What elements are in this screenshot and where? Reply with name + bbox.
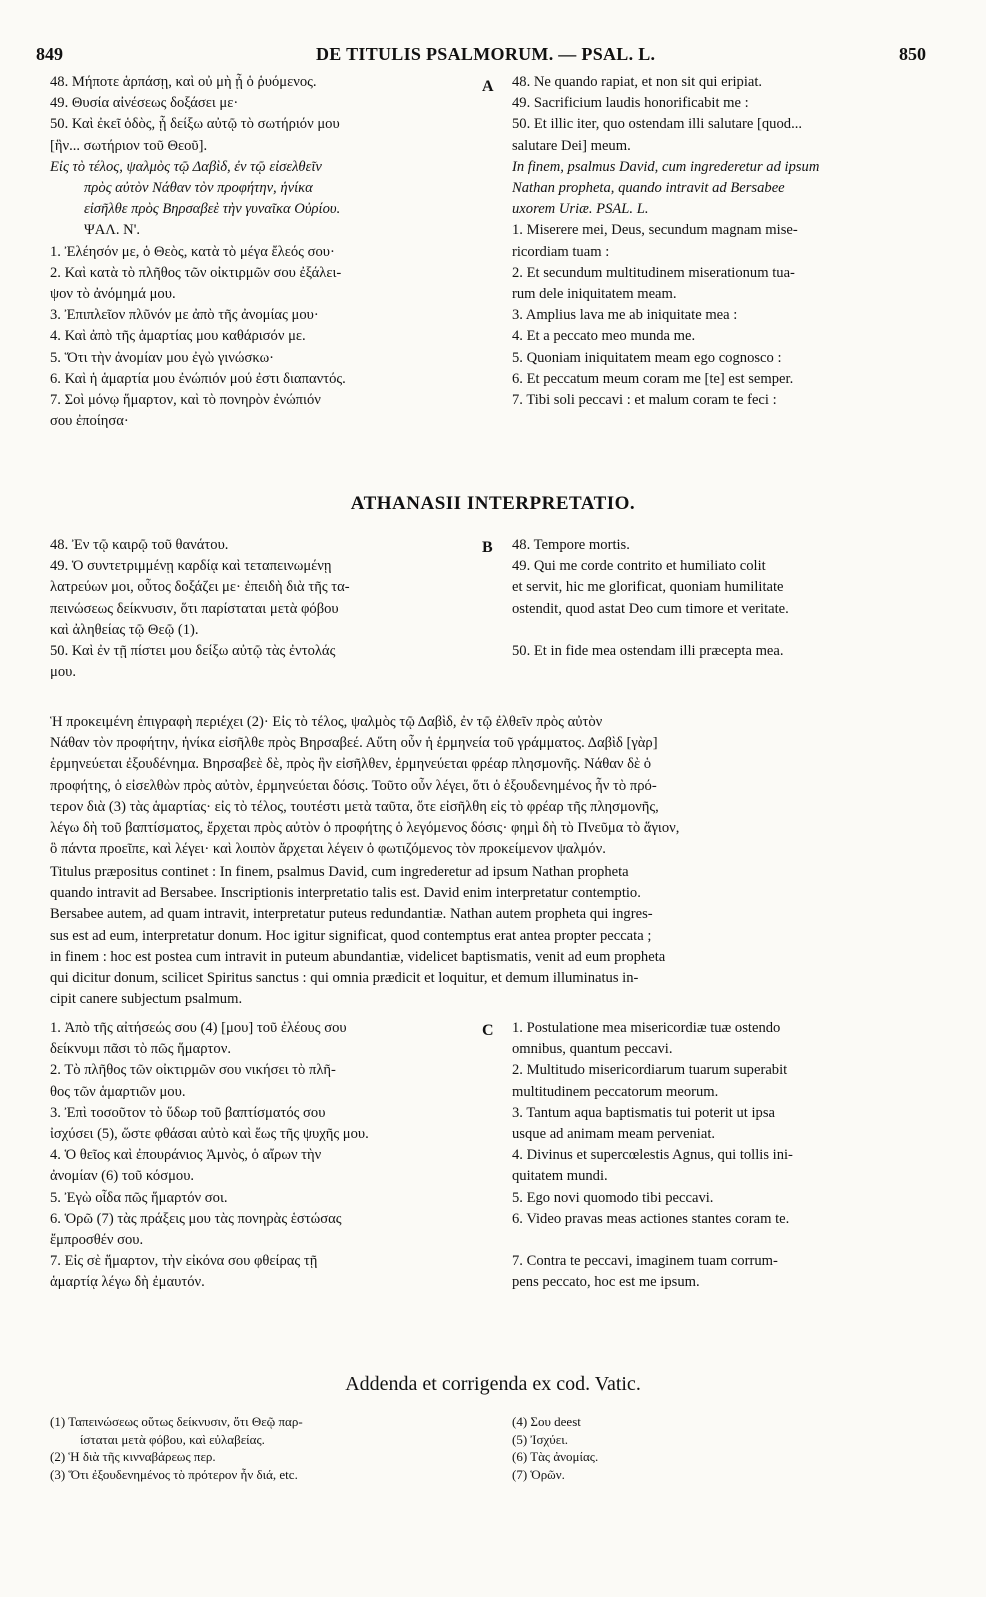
text-line: 2. Τὸ πλῆθος τῶν οἰκτιρμῶν σου νικήσει τὸ πλῆ- — [50, 1062, 336, 1079]
text-line: θος τῶν ἁμαρτιῶν μου. — [50, 1083, 186, 1100]
text-line: 48. Ne quando rapiat, et non sit qui eripiat. — [512, 74, 763, 90]
text-line: 48. Tempore mortis. — [512, 537, 630, 553]
text-line: usque ad animam meam perveniat. — [512, 1126, 716, 1143]
text-line: 4. Et a peccato meo munda me. — [512, 328, 696, 345]
text-line: καὶ ἀληθείας τῷ Θεῷ (1). — [50, 621, 199, 638]
text-line: 6. Et peccatum meum coram me [te] est semper. — [512, 370, 794, 387]
text-line: πρὸς αὐτὸν Νάθαν τὸν προφήτην, ἡνίκα — [84, 180, 313, 197]
text-line: 3. Amplius lava me ab iniquitate mea : — [512, 307, 738, 324]
text-line: ostendit, quod astat Deo cum timore et veritate. — [512, 600, 789, 617]
text-line: 48. Μήποτε ἁρπάσῃ, καὶ οὐ μὴ ᾖ ὁ ῥυόμενος. — [50, 74, 317, 90]
text-line: omnibus, quantum peccavi. — [512, 1041, 673, 1058]
text-line: 49. Ὁ συντετριμμένῃ καρδίᾳ καὶ τεταπεινωμένῃ — [50, 558, 332, 575]
text-line: ἑρμηνεύεται ἐξουδένημα. Βηρσαβεὲ δὲ, πρὸς ἣν εἰσῆλθεν, ἑρμηνεύεται φρέαρ πλησμονῆς. Νάθαν δὲ ὁ — [50, 756, 652, 773]
text-line: quitatem mundi. — [512, 1168, 608, 1185]
text-line: δείκνυμι πᾶσι τὸ πῶς ἥμαρτον. — [50, 1041, 231, 1058]
section-b-latin — [512, 535, 912, 662]
section-a-latin — [512, 72, 912, 411]
text-line: ἰσχύσει (5), ὥστε φθάσαι αὐτὸ καὶ ἕως τῆς ψυχῆς μου. — [50, 1126, 369, 1143]
running-header — [36, 44, 926, 70]
text-line: προφήτης, ὁ εἰσελθὼν πρὸς αὐτὸν, ἑρμηνεύεται δόσις. Τοῦτο οὖν λέγει, ὅτι ὁ ἐξουδενημένος ἦν τὸ πρό- — [50, 777, 657, 794]
text-line: 4. Ὁ θεῖος καὶ ἐπουράνιος Ἀμνὸς, ὁ αἴρων τὴν — [50, 1147, 322, 1164]
footnote: (2) Ἡ διὰ τῆς κινναβάρεως περ. — [50, 1449, 216, 1464]
text-line: 7. Σοὶ μόνῳ ἥμαρτον, καὶ τὸ πονηρὸν ἐνώπιόν — [50, 392, 321, 409]
text-line: 3. Ἐπὶ τοσοῦτον τὸ ὕδωρ τοῦ βαπτίσματός σου — [50, 1104, 326, 1121]
text-line: cipit canere subjectum psalmum. — [50, 991, 243, 1008]
text-line: ἔμπροσθέν σου. — [50, 1232, 144, 1249]
text-line: 3. Tantum aqua baptismatis tui poterit ut ipsa — [512, 1104, 775, 1121]
text-line: 6. Video pravas meas actiones stantes coram te. — [512, 1210, 790, 1227]
text-line: λέγω δὴ τοῦ βαπτίσματος, ἔρχεται πρὸς αὐτὸν ὁ προφήτης ὁ λεγόμενος δόσις· φημὶ δὴ τὸ Πνεῦμα τὸ ἅγιον, — [50, 820, 680, 837]
text-line — [512, 1230, 912, 1251]
margin-marker-a: A — [482, 78, 494, 95]
text-line: 50. Καὶ ἐν τῇ πίστει μου δείξω αὐτῷ τὰς ἐντολάς — [50, 643, 336, 660]
text-line: ἀνομίαν (6) τοῦ κόσμου. — [50, 1168, 195, 1185]
text-line: τερον διὰ (3) τὰς ἁμαρτίας· εἰς τὸ τέλος, τουτέστι μετὰ ταῦτα, ὅτε εἰσῆλθη εἰς τὸ φρέαρ τῆς πλησμονῆς, — [50, 798, 659, 815]
section-heading: ATHANASII INTERPRETATIO. — [350, 493, 636, 514]
text-line: εἰσῆλθε πρὸς Βηρσαβεὲ τὴν γυναῖκα Οὐρίου. — [84, 201, 341, 218]
text-line: 1. Ἐλέησόν με, ὁ Θεὸς, κατὰ τὸ μέγα ἔλεός σου· — [50, 243, 335, 260]
section-a-greek — [50, 72, 478, 432]
text-line: ὃ πάντα προεῖπε, καὶ λέγει· καὶ λοιπὸν ἄρχεται λέγειν ὁ φωτιζόμενος τὸν προκείμενον ψαλμόν. — [50, 841, 606, 858]
text-line: Νάθαν τὸν προφήτην, ἡνίκα εἰσῆλθε πρὸς Βηρσαβεέ. Αὕτη οὖν ἡ ἑρμηνεία τοῦ γράμματος. Δαβὶδ [γὰρ] — [50, 735, 658, 752]
text-line: 4. Καὶ ἀπὸ τῆς ἁμαρτίας μου καθάρισόν με. — [50, 328, 306, 345]
text-line: Εἰς τὸ τέλος, ψαλμὸς τῷ Δαβὶδ, ἐν τῷ εἰσελθεῖν — [50, 158, 322, 175]
text-line: Nathan propheta, quando intravit ad Bersabee — [512, 180, 785, 197]
running-title: DE TITULIS PSALMORUM. — PSAL. L. — [316, 44, 656, 64]
footnote: (4) Σου deest — [512, 1414, 581, 1429]
right-page-number: 850 — [899, 44, 926, 64]
footnote: ίσταται μετὰ φόβου, καὶ εὐλαβείας. — [80, 1431, 265, 1447]
text-line: 4. Divinus et supercœlestis Agnus, qui tollis ini- — [512, 1147, 793, 1164]
text-line: 2. Καὶ κατὰ τὸ πλῆθος τῶν οἰκτιρμῶν σου ἐξάλει- — [50, 264, 342, 281]
text-line: σου ἐποίησα· — [50, 413, 129, 430]
addenda-notes-right — [512, 1413, 912, 1483]
text-line: 50. Καὶ ἐκεῖ ὁδὸς, ᾗ δείξω αὐτῷ τὸ σωτήριόν μου — [50, 116, 340, 133]
footnote: (5) Ἰσχύει. — [512, 1431, 568, 1447]
text-line: ricordiam tuam : — [512, 243, 610, 260]
text-line: 2. Et secundum multitudinem miserationum tua- — [512, 264, 795, 281]
text-line: pens peccato, hoc est me ipsum. — [512, 1274, 700, 1291]
text-line: 49. Qui me corde contrito et humiliato colit — [512, 558, 766, 575]
text-line: 5. Ego novi quomodo tibi peccavi. — [512, 1189, 714, 1206]
text-line: 7. Εἰς σὲ ἥμαρτον, τὴν εἰκόνα σου φθείρας τῇ — [50, 1253, 318, 1270]
text-line: multitudinem peccatorum meorum. — [512, 1083, 719, 1100]
commentary-greek — [50, 712, 912, 860]
text-line: 6. Καὶ ἡ ἁμαρτία μου ἐνώπιόν μού ἐστι διαπαντός. — [50, 370, 346, 387]
text-line: in finem : hoc est postea cum intravit in puteum abundantiæ, videlicet baptismatis, venit ad eum propheta — [50, 948, 666, 965]
footnote: (3) Ὅτι ἐξουδενημένος τὸ πρότερον ἦν διά, etc. — [50, 1466, 298, 1482]
text-line: ψον τὸ ἀνόμημά μου. — [50, 286, 176, 303]
commentary-latin — [50, 862, 912, 1010]
text-line: ἁμαρτίᾳ λέγω δὴ ἐμαυτόν. — [50, 1274, 205, 1291]
text-line: qui dicitur donum, scilicet Spiritus sanctus : qui omnia prædicit et loquitur, et demum illuminatus in- — [50, 970, 639, 987]
text-line: Ἡ προκειμένη ἐπιγραφὴ περιέχει (2)· Εἰς τὸ τέλος, ψαλμὸς τῷ Δαβὶδ, ἐν τῷ ἐλθεῖν πρὸς αὐτὸν — [50, 714, 603, 730]
text-line: rum dele iniquitatem meam. — [512, 286, 677, 303]
text-line: 5. Ὅτι τὴν ἀνομίαν μου ἐγὼ γινώσκω· — [50, 349, 275, 366]
text-line: [ἣν... σωτήριον τοῦ Θεοῦ]. — [50, 137, 208, 154]
text-line: salutare Dei] meum. — [512, 137, 631, 154]
section-c-greek — [50, 1018, 478, 1294]
text-line — [512, 620, 912, 641]
text-line: 1. Miserere mei, Deus, secundum magnam mise- — [512, 222, 798, 239]
text-line: Bersabee autem, ad quam intravit, interpretatur puteus redundantiæ. Nathan autem propheta qui ingres- — [50, 906, 653, 923]
footnote: (6) Τὰς ἀνομίας. — [512, 1449, 599, 1464]
margin-marker-c: C — [482, 1022, 494, 1039]
text-line: et servit, hic me glorificat, quoniam humilitate — [512, 579, 784, 596]
text-line: 2. Multitudo misericordiarum tuarum superabit — [512, 1062, 788, 1079]
text-line: 7. Contra te peccavi, imaginem tuam corrum- — [512, 1253, 778, 1270]
text-line: ΨΑΛ. Ν'. — [84, 222, 141, 239]
margin-marker-b: B — [482, 539, 493, 556]
section-b-greek — [50, 535, 478, 683]
text-line: 3. Ἐπιπλεῖον πλῦνόν με ἀπὸ τῆς ἀνομίας μου· — [50, 307, 319, 324]
text-line: 5. Quoniam iniquitatem meam ego cognosco : — [512, 349, 782, 366]
text-line: πεινώσεως δείκνυσιν, ὅτι παρίσταται μετὰ φόβου — [50, 600, 339, 617]
text-line: Titulus præpositus continet : In finem, psalmus David, cum ingrederetur ad ipsum Nathan propheta — [50, 864, 629, 880]
text-line: 1. Postulatione mea misericordiæ tuæ ostendo — [512, 1020, 781, 1036]
text-line: 49. Sacrificium laudis honorificabit me : — [512, 95, 749, 112]
text-line: uxorem Uriæ. PSAL. L. — [512, 201, 649, 218]
text-line: sus est ad eum, interpretatur donum. Hoc igitur significat, quod contemptus erat antea propter peccata ; — [50, 927, 652, 944]
left-page-number: 849 — [36, 44, 63, 64]
text-line: quando intravit ad Bersabee. Inscriptionis interpretatio talis est. David enim interpretatur contemptio. — [50, 885, 641, 902]
text-line: 50. Et illic iter, quo ostendam illi salutare [quod... — [512, 116, 803, 133]
text-line: 7. Tibi soli peccavi : et malum coram te feci : — [512, 392, 777, 409]
footnote: (1) Ταπεινώσεως οὕτως δείκνυσιν, ὅτι Θεῷ παρ- — [50, 1414, 303, 1429]
addenda-heading: Addenda et corrigenda ex cod. Vatic. — [345, 1373, 641, 1395]
text-line: 49. Θυσία αἰνέσεως δοξάσει με· — [50, 95, 239, 112]
text-line: 5. Ἐγὼ οἶδα πῶς ἥμαρτόν σοι. — [50, 1189, 228, 1206]
text-line: 48. Ἐν τῷ καιρῷ τοῦ θανάτου. — [50, 537, 229, 553]
text-line: λατρεύων μοι, οὗτος δοξάζει με· ἐπειδὴ διὰ τῆς τα- — [50, 579, 350, 596]
text-line: μου. — [50, 664, 76, 681]
text-line: 1. Ἀπὸ τῆς αἰτήσεώς σου (4) [μου] τοῦ ἐλέους σου — [50, 1020, 347, 1036]
text-line: 50. Et in fide mea ostendam illi præcepta mea. — [512, 643, 784, 660]
footnote: (7) Ὁρῶν. — [512, 1466, 565, 1482]
text-line: 6. Ὁρῶ (7) τὰς πράξεις μου τὰς πονηρὰς ἑστώσας — [50, 1210, 342, 1227]
addenda-notes-left — [50, 1413, 478, 1483]
text-line: In finem, psalmus David, cum ingrederetur ad ipsum — [512, 158, 820, 175]
section-c-latin — [512, 1018, 912, 1294]
